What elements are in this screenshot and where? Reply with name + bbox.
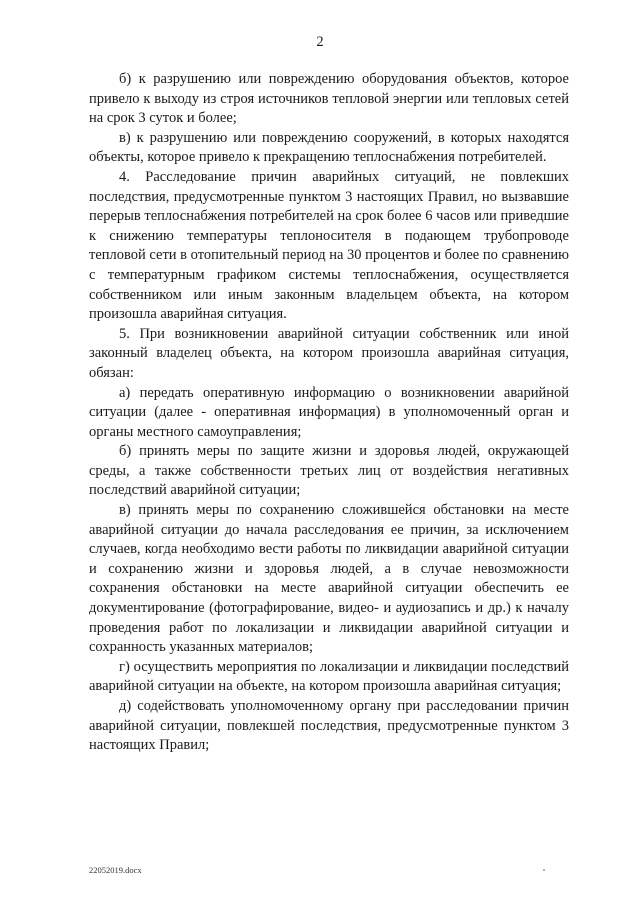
paragraph-5-obligations: 5. При возникновении аварийной ситуации собственник или иной законный владелец объекта, на котором произошла аварийная ситуация, обязан: [89,325,569,381]
paragraph-d-assistance: д) содействовать уполномоченному органу при расследовании причин аварийной ситуации, повлекшей последствия, предусмотренные пунктом 3 настоящих Правил; [89,698,569,754]
footer-filename: 22052019.docx [89,865,142,875]
document-body [89,70,569,756]
paragraph-v-preservation: в) принять меры по сохранению сложившейся обстановки на месте аварийной ситуации до начала расследования ее причин, за исключением случаев, когда необходимо вести работы по ликвидации аварийной ситуации и сохранению жизни и здоровья людей, а в случае невозможности сохранения обстановки на месте аварийной ситуации обеспечить ее документирование (фотографирование, видео- и аудиозапись и др.) к началу проведения работ по локализации и ликвидации аварийной ситуации и сохранность указанных материалов; [89,502,569,656]
paragraph-a-operational-info: а) передать оперативную информацию о возникновении аварийной ситуации (далее - оперативная информация) в уполномоченный орган и органы местного самоуправления; [89,384,569,440]
page-number: 2 [316,34,324,50]
paragraph-4-investigation: 4. Расследование причин аварийных ситуаций, не повлекших последствия, предусмотренные пунктом 3 настоящих Правил, но вызвавшие перерыв теплоснабжения потребителей на срок более 6 часов или приведшие к снижению температуры теплоносителя в подающем трубопроводе тепловой сети в отопительный период на 30 процентов и более по сравнению с температурным графиком системы теплоснабжения, осуществляется собственником или иным законным владельцем объекта, на котором произошла аварийная ситуация. [89,168,569,323]
paragraph-v-structures: в) к разрушению или повреждению сооружений, в которых находятся объекты, которое привело к прекращению теплоснабжения потребителей. [89,129,569,166]
scan-mark [543,869,545,871]
paragraph-b-protection: б) принять меры по защите жизни и здоровья людей, окружающей среды, а также собственности третьих лиц от воздействия негативных последствий аварийной ситуации; [89,443,569,499]
paragraph-g-localization: г) осуществить мероприятия по локализации и ликвидации последствий аварийной ситуации на объекте, на котором произошла аварийная ситуация; [89,658,569,695]
paragraph-b-equipment: б) к разрушению или повреждению оборудования объектов, которое привело к выходу из строя источников тепловой энергии или тепловых сетей на срок 3 суток и более; [89,71,569,127]
